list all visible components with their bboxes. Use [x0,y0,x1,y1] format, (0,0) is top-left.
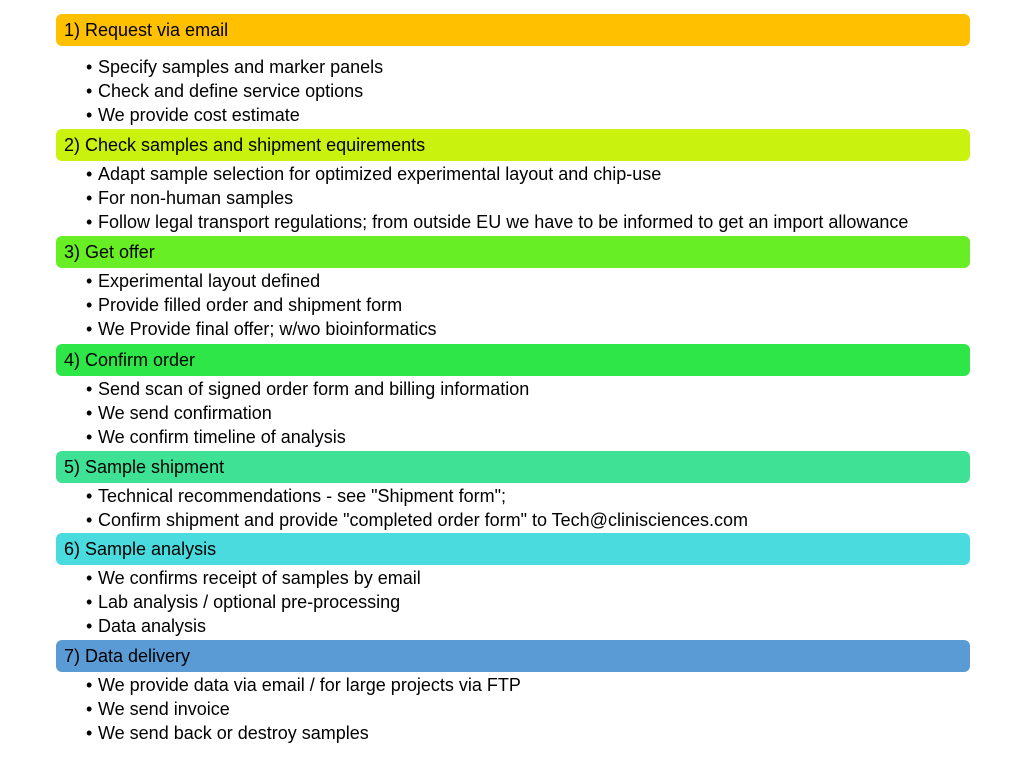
list-item [56,484,970,508]
bullet: • [86,164,93,184]
step-sample-shipment [56,451,970,532]
list-item [56,566,970,590]
bullet: • [86,592,93,612]
bullet: • [86,427,93,447]
step-item-list [56,566,970,638]
bullet: • [86,403,93,423]
list-item [56,103,970,127]
bullet: • [86,616,93,636]
list-item [56,269,970,293]
list-item [56,614,970,638]
list-item-text: We send invoice [98,699,230,719]
step-sample-analysis [56,533,970,638]
list-item [56,425,970,449]
list-item [56,721,970,745]
step-header: 3) Get offer [56,236,970,268]
list-item-text: We provide cost estimate [98,105,300,125]
bullet: • [86,699,93,719]
list-item-text: Lab analysis / optional pre-processing [98,592,401,612]
step-item-list [56,162,970,234]
bullet: • [86,568,93,588]
list-item [56,293,970,317]
list-item-text: Technical recommendations - see "Shipment form"; [98,486,506,506]
step-item-list [56,673,970,745]
list-item [56,377,970,401]
list-item-text: Specify samples and marker panels [98,57,384,77]
list-item-text: We Provide final offer; w/wo bioinformatics [98,319,437,339]
step-item-list [56,484,970,532]
bullet: • [86,510,93,530]
list-item [56,162,970,186]
list-item [56,697,970,721]
step-confirm-order [56,344,970,449]
bullet: • [86,271,93,291]
list-item-text: Confirm shipment and provide "completed order form" to Tech@clinisciences.com [98,510,748,530]
bullet: • [86,295,93,315]
list-item-text: Data analysis [98,616,207,636]
step-header: 1) Request via email [56,14,970,46]
list-item [56,317,970,341]
list-item-text: We confirm timeline of analysis [98,427,346,447]
bullet: • [86,81,93,101]
bullet: • [86,212,93,232]
step-item-list [56,55,970,127]
step-item-list [56,377,970,449]
step-request-via-email [56,14,970,127]
list-item [56,590,970,614]
step-header: 5) Sample shipment [56,451,970,483]
list-item [56,210,970,234]
list-item [56,186,970,210]
bullet: • [86,105,93,125]
bullet: • [86,379,93,399]
list-item-text: We send confirmation [98,403,272,423]
list-item [56,401,970,425]
bullet: • [86,675,93,695]
step-check-samples [56,129,970,234]
list-item-text: We provide data via email / for large projects via FTP [98,675,521,695]
list-item-text: Send scan of signed order form and billing information [98,379,530,399]
list-item [56,55,970,79]
step-header: 4) Confirm order [56,344,970,376]
list-item-text: Check and define service options [98,81,364,101]
list-item-text: For non-human samples [98,188,294,208]
bullet: • [86,188,93,208]
list-item [56,673,970,697]
bullet: • [86,723,93,743]
step-get-offer [56,236,970,341]
list-item-text: We confirms receipt of samples by email [98,568,421,588]
step-header: 6) Sample analysis [56,533,970,565]
list-item-text: Follow legal transport regulations; from outside EU we have to be informed to get an import allowance [98,212,909,232]
step-header: 7) Data delivery [56,640,970,672]
list-item [56,508,970,532]
list-item [56,79,970,103]
bullet: • [86,319,93,339]
list-item-text: Experimental layout defined [98,271,321,291]
list-item-text: We send back or destroy samples [98,723,369,743]
list-item-text: Provide filled order and shipment form [98,295,403,315]
bullet: • [86,486,93,506]
step-header: 2) Check samples and shipment equirements [56,129,970,161]
step-item-list [56,269,970,341]
step-data-delivery [56,640,970,745]
list-item-text: Adapt sample selection for optimized experimental layout and chip-use [98,164,662,184]
bullet: • [86,57,93,77]
